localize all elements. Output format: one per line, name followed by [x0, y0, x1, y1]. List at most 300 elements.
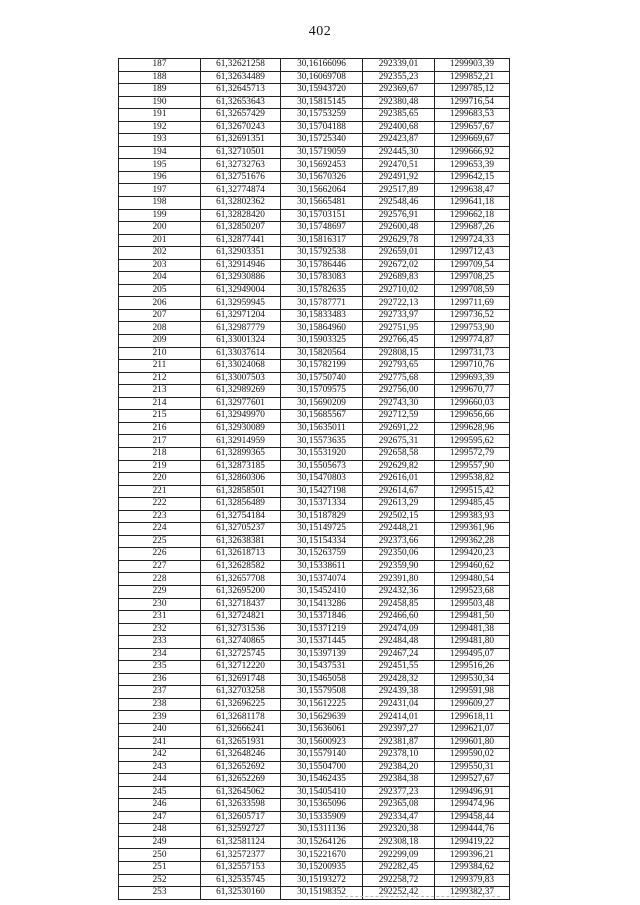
longitude-cell: 30,15725340: [281, 134, 363, 147]
longitude-cell: 30,15709575: [281, 385, 363, 398]
latitude-cell: 61,32696225: [201, 698, 281, 711]
point-number-cell: 211: [119, 360, 201, 373]
longitude-cell: 30,15833483: [281, 309, 363, 322]
x-coordinate-cell: 292458,85: [363, 598, 435, 611]
longitude-cell: 30,15635011: [281, 422, 363, 435]
y-coordinate-cell: 1299670,77: [435, 385, 510, 398]
point-number-cell: 230: [119, 598, 201, 611]
latitude-cell: 61,32710501: [201, 146, 281, 159]
point-number-cell: 194: [119, 146, 201, 159]
x-coordinate-cell: 292397,27: [363, 723, 435, 736]
latitude-cell: 61,32740865: [201, 636, 281, 649]
latitude-cell: 61,32652269: [201, 774, 281, 787]
y-coordinate-cell: 1299711,69: [435, 297, 510, 310]
table-row: [119, 711, 510, 724]
point-number-cell: 222: [119, 498, 201, 511]
latitude-cell: 61,32873185: [201, 460, 281, 473]
point-number-cell: 216: [119, 422, 201, 435]
table-row: [119, 598, 510, 611]
y-coordinate-cell: 1299458,44: [435, 811, 510, 824]
x-coordinate-cell: 292751,95: [363, 322, 435, 335]
x-coordinate-cell: 292491,92: [363, 171, 435, 184]
point-number-cell: 236: [119, 673, 201, 686]
x-coordinate-cell: 292766,45: [363, 335, 435, 348]
longitude-cell: 30,15413286: [281, 598, 363, 611]
latitude-cell: 61,32666241: [201, 723, 281, 736]
longitude-cell: 30,15692453: [281, 159, 363, 172]
latitude-cell: 61,32802362: [201, 197, 281, 210]
x-coordinate-cell: 292451,55: [363, 661, 435, 674]
y-coordinate-cell: 1299557,90: [435, 460, 510, 473]
point-number-cell: 193: [119, 134, 201, 147]
point-number-cell: 206: [119, 297, 201, 310]
point-number-cell: 240: [119, 723, 201, 736]
table-row: [119, 786, 510, 799]
longitude-cell: 30,15200935: [281, 862, 363, 875]
x-coordinate-cell: 292299,09: [363, 849, 435, 862]
y-coordinate-cell: 1299642,15: [435, 171, 510, 184]
longitude-cell: 30,15465058: [281, 673, 363, 686]
longitude-cell: 30,15311136: [281, 824, 363, 837]
longitude-cell: 30,15943720: [281, 84, 363, 97]
x-coordinate-cell: 292710,02: [363, 284, 435, 297]
table-row: [119, 636, 510, 649]
table-row: [119, 397, 510, 410]
longitude-cell: 30,15573635: [281, 435, 363, 448]
y-coordinate-cell: 1299693,39: [435, 372, 510, 385]
x-coordinate-cell: 292576,91: [363, 209, 435, 222]
table-row: [119, 335, 510, 348]
longitude-cell: 30,15612225: [281, 698, 363, 711]
table-row: [119, 209, 510, 222]
table-row: [119, 284, 510, 297]
latitude-cell: 61,32638381: [201, 535, 281, 548]
table-row: [119, 836, 510, 849]
latitude-cell: 61,33001324: [201, 335, 281, 348]
y-coordinate-cell: 1299382,37: [435, 887, 510, 900]
latitude-cell: 61,32572377: [201, 849, 281, 862]
point-number-cell: 196: [119, 171, 201, 184]
latitude-cell: 61,32949970: [201, 410, 281, 423]
x-coordinate-cell: 292470,51: [363, 159, 435, 172]
y-coordinate-cell: 1299444,76: [435, 824, 510, 837]
point-number-cell: 202: [119, 247, 201, 260]
y-coordinate-cell: 1299621,07: [435, 723, 510, 736]
x-coordinate-cell: 292282,45: [363, 862, 435, 875]
y-coordinate-cell: 1299523,68: [435, 585, 510, 598]
x-coordinate-cell: 292613,29: [363, 498, 435, 511]
point-number-cell: 203: [119, 259, 201, 272]
longitude-cell: 30,15579508: [281, 686, 363, 699]
x-coordinate-cell: 292474,09: [363, 623, 435, 636]
x-coordinate-cell: 292350,06: [363, 548, 435, 561]
x-coordinate-cell: 292616,01: [363, 473, 435, 486]
table-row: [119, 422, 510, 435]
point-number-cell: 199: [119, 209, 201, 222]
latitude-cell: 61,32718437: [201, 598, 281, 611]
point-number-cell: 210: [119, 347, 201, 360]
point-number-cell: 238: [119, 698, 201, 711]
longitude-cell: 30,15187829: [281, 510, 363, 523]
point-number-cell: 220: [119, 473, 201, 486]
point-number-cell: 243: [119, 761, 201, 774]
x-coordinate-cell: 292439,38: [363, 686, 435, 699]
y-coordinate-cell: 1299852,21: [435, 71, 510, 84]
table-row: [119, 460, 510, 473]
latitude-cell: 61,32681178: [201, 711, 281, 724]
table-row: [119, 121, 510, 134]
x-coordinate-cell: 292384,38: [363, 774, 435, 787]
table-row: [119, 523, 510, 536]
latitude-cell: 61,32557153: [201, 862, 281, 875]
table-row: [119, 347, 510, 360]
latitude-cell: 61,32633598: [201, 799, 281, 812]
y-coordinate-cell: 1299708,59: [435, 284, 510, 297]
table-row: [119, 686, 510, 699]
longitude-cell: 30,15704188: [281, 121, 363, 134]
point-number-cell: 190: [119, 96, 201, 109]
latitude-cell: 61,32648246: [201, 749, 281, 762]
x-coordinate-cell: 292308,18: [363, 836, 435, 849]
longitude-cell: 30,15820564: [281, 347, 363, 360]
y-coordinate-cell: 1299503,48: [435, 598, 510, 611]
table-row: [119, 372, 510, 385]
point-number-cell: 189: [119, 84, 201, 97]
x-coordinate-cell: 292381,87: [363, 736, 435, 749]
longitude-cell: 30,15665481: [281, 197, 363, 210]
point-number-cell: 246: [119, 799, 201, 812]
y-coordinate-cell: 1299683,53: [435, 109, 510, 122]
x-coordinate-cell: 292339,01: [363, 59, 435, 72]
x-coordinate-cell: 292385,65: [363, 109, 435, 122]
latitude-cell: 61,32949004: [201, 284, 281, 297]
point-number-cell: 204: [119, 272, 201, 285]
table-row: [119, 184, 510, 197]
point-number-cell: 200: [119, 222, 201, 235]
longitude-cell: 30,15264126: [281, 836, 363, 849]
longitude-cell: 30,15783083: [281, 272, 363, 285]
y-coordinate-cell: 1299638,47: [435, 184, 510, 197]
y-coordinate-cell: 1299662,18: [435, 209, 510, 222]
x-coordinate-cell: 292252,42: [363, 887, 435, 900]
latitude-cell: 61,32899365: [201, 447, 281, 460]
table-row: [119, 849, 510, 862]
y-coordinate-cell: 1299656,66: [435, 410, 510, 423]
y-coordinate-cell: 1299538,82: [435, 473, 510, 486]
y-coordinate-cell: 1299572,79: [435, 447, 510, 460]
y-coordinate-cell: 1299709,54: [435, 259, 510, 272]
y-coordinate-cell: 1299474,96: [435, 799, 510, 812]
point-number-cell: 252: [119, 874, 201, 887]
longitude-cell: 30,15427198: [281, 485, 363, 498]
point-number-cell: 227: [119, 560, 201, 573]
table-row: [119, 84, 510, 97]
longitude-cell: 30,15374074: [281, 573, 363, 586]
table-row: [119, 560, 510, 573]
table-row: [119, 259, 510, 272]
table-row: [119, 109, 510, 122]
point-number-cell: 188: [119, 71, 201, 84]
y-coordinate-cell: 1299379,83: [435, 874, 510, 887]
table-row: [119, 234, 510, 247]
x-coordinate-cell: 292484,48: [363, 636, 435, 649]
y-coordinate-cell: 1299687,26: [435, 222, 510, 235]
table-row: [119, 171, 510, 184]
longitude-cell: 30,15405410: [281, 786, 363, 799]
point-number-cell: 234: [119, 648, 201, 661]
longitude-cell: 30,15815145: [281, 96, 363, 109]
point-number-cell: 192: [119, 121, 201, 134]
table-row: [119, 799, 510, 812]
latitude-cell: 61,32628582: [201, 560, 281, 573]
longitude-cell: 30,15662064: [281, 184, 363, 197]
longitude-cell: 30,15629639: [281, 711, 363, 724]
latitude-cell: 61,32731536: [201, 623, 281, 636]
table-row: [119, 623, 510, 636]
longitude-cell: 30,15371219: [281, 623, 363, 636]
x-coordinate-cell: 292258,72: [363, 874, 435, 887]
x-coordinate-cell: 292334,47: [363, 811, 435, 824]
table-row: [119, 535, 510, 548]
table-row: [119, 661, 510, 674]
point-number-cell: 208: [119, 322, 201, 335]
table-row: [119, 698, 510, 711]
y-coordinate-cell: 1299590,02: [435, 749, 510, 762]
y-coordinate-cell: 1299361,96: [435, 523, 510, 536]
point-number-cell: 247: [119, 811, 201, 824]
latitude-cell: 61,32705237: [201, 523, 281, 536]
x-coordinate-cell: 292428,32: [363, 673, 435, 686]
x-coordinate-cell: 292733,97: [363, 309, 435, 322]
y-coordinate-cell: 1299516,26: [435, 661, 510, 674]
longitude-cell: 30,16069708: [281, 71, 363, 84]
longitude-cell: 30,15703151: [281, 209, 363, 222]
longitude-cell: 30,15903325: [281, 335, 363, 348]
longitude-cell: 30,15579140: [281, 749, 363, 762]
x-coordinate-cell: 292378,10: [363, 749, 435, 762]
longitude-cell: 30,15792538: [281, 247, 363, 260]
point-number-cell: 228: [119, 573, 201, 586]
longitude-cell: 30,15782199: [281, 360, 363, 373]
point-number-cell: 248: [119, 824, 201, 837]
latitude-cell: 61,32645062: [201, 786, 281, 799]
x-coordinate-cell: 292359,90: [363, 560, 435, 573]
x-coordinate-cell: 292672,02: [363, 259, 435, 272]
y-coordinate-cell: 1299460,62: [435, 560, 510, 573]
latitude-cell: 61,32732763: [201, 159, 281, 172]
x-coordinate-cell: 292414,01: [363, 711, 435, 724]
table-row: [119, 385, 510, 398]
table-row: [119, 723, 510, 736]
latitude-cell: 61,32581124: [201, 836, 281, 849]
longitude-cell: 30,15397139: [281, 648, 363, 661]
latitude-cell: 61,32691748: [201, 673, 281, 686]
page-number: 402: [308, 24, 332, 39]
longitude-cell: 30,15864960: [281, 322, 363, 335]
table-row: [119, 887, 510, 900]
latitude-cell: 61,32903351: [201, 247, 281, 260]
x-coordinate-cell: 292355,23: [363, 71, 435, 84]
table-row: [119, 447, 510, 460]
latitude-cell: 61,32914959: [201, 435, 281, 448]
table-row: [119, 247, 510, 260]
x-coordinate-cell: 292448,21: [363, 523, 435, 536]
y-coordinate-cell: 1299609,27: [435, 698, 510, 711]
table-row: [119, 510, 510, 523]
x-coordinate-cell: 292320,38: [363, 824, 435, 837]
latitude-cell: 61,32774874: [201, 184, 281, 197]
longitude-cell: 30,15504700: [281, 761, 363, 774]
y-coordinate-cell: 1299785,12: [435, 84, 510, 97]
point-number-cell: 187: [119, 59, 201, 72]
longitude-cell: 30,15531920: [281, 447, 363, 460]
table-row: [119, 473, 510, 486]
table-row: [119, 673, 510, 686]
y-coordinate-cell: 1299396,21: [435, 849, 510, 862]
longitude-cell: 30,15748697: [281, 222, 363, 235]
point-number-cell: 231: [119, 611, 201, 624]
point-number-cell: 250: [119, 849, 201, 862]
longitude-cell: 30,15338611: [281, 560, 363, 573]
longitude-cell: 30,15437531: [281, 661, 363, 674]
y-coordinate-cell: 1299481,50: [435, 611, 510, 624]
y-coordinate-cell: 1299481,80: [435, 636, 510, 649]
longitude-cell: 30,15452410: [281, 585, 363, 598]
y-coordinate-cell: 1299495,07: [435, 648, 510, 661]
table-row: [119, 272, 510, 285]
point-number-cell: 232: [119, 623, 201, 636]
x-coordinate-cell: 292380,48: [363, 96, 435, 109]
latitude-cell: 61,32703258: [201, 686, 281, 699]
x-coordinate-cell: 292712,59: [363, 410, 435, 423]
point-number-cell: 221: [119, 485, 201, 498]
latitude-cell: 61,32959945: [201, 297, 281, 310]
y-coordinate-cell: 1299753,90: [435, 322, 510, 335]
x-coordinate-cell: 292722,13: [363, 297, 435, 310]
table-row: [119, 297, 510, 310]
point-number-cell: 251: [119, 862, 201, 875]
latitude-cell: 61,32645713: [201, 84, 281, 97]
x-coordinate-cell: 292743,30: [363, 397, 435, 410]
y-coordinate-cell: 1299774,87: [435, 335, 510, 348]
longitude-cell: 30,15154334: [281, 535, 363, 548]
point-number-cell: 212: [119, 372, 201, 385]
longitude-cell: 30,15719059: [281, 146, 363, 159]
table-row: [119, 761, 510, 774]
point-number-cell: 218: [119, 447, 201, 460]
x-coordinate-cell: 292808,15: [363, 347, 435, 360]
table-row: [119, 548, 510, 561]
point-number-cell: 235: [119, 661, 201, 674]
longitude-cell: 30,15505673: [281, 460, 363, 473]
y-coordinate-cell: 1299669,67: [435, 134, 510, 147]
longitude-cell: 30,15670326: [281, 171, 363, 184]
latitude-cell: 61,32695200: [201, 585, 281, 598]
latitude-cell: 61,32754184: [201, 510, 281, 523]
latitude-cell: 61,32977601: [201, 397, 281, 410]
y-coordinate-cell: 1299595,62: [435, 435, 510, 448]
table-row: [119, 309, 510, 322]
x-coordinate-cell: 292675,31: [363, 435, 435, 448]
table-row: [119, 197, 510, 210]
longitude-cell: 30,15149725: [281, 523, 363, 536]
point-number-cell: 233: [119, 636, 201, 649]
x-coordinate-cell: 292658,58: [363, 447, 435, 460]
y-coordinate-cell: 1299362,28: [435, 535, 510, 548]
latitude-cell: 61,32657429: [201, 109, 281, 122]
latitude-cell: 61,32657708: [201, 573, 281, 586]
table-row: [119, 134, 510, 147]
x-coordinate-cell: 292369,67: [363, 84, 435, 97]
point-number-cell: 229: [119, 585, 201, 598]
point-number-cell: 242: [119, 749, 201, 762]
table-row: [119, 410, 510, 423]
y-coordinate-cell: 1299731,73: [435, 347, 510, 360]
y-coordinate-cell: 1299527,67: [435, 774, 510, 787]
x-coordinate-cell: 292548,46: [363, 197, 435, 210]
y-coordinate-cell: 1299419,22: [435, 836, 510, 849]
y-coordinate-cell: 1299710,76: [435, 360, 510, 373]
x-coordinate-cell: 292466,60: [363, 611, 435, 624]
x-coordinate-cell: 292689,83: [363, 272, 435, 285]
point-number-cell: 245: [119, 786, 201, 799]
latitude-cell: 61,32651931: [201, 736, 281, 749]
longitude-cell: 30,15198352: [281, 887, 363, 900]
point-number-cell: 207: [119, 309, 201, 322]
point-number-cell: 237: [119, 686, 201, 699]
y-coordinate-cell: 1299712,43: [435, 247, 510, 260]
longitude-cell: 30,15193272: [281, 874, 363, 887]
y-coordinate-cell: 1299420,23: [435, 548, 510, 561]
point-number-cell: 209: [119, 335, 201, 348]
y-coordinate-cell: 1299657,67: [435, 121, 510, 134]
point-number-cell: 198: [119, 197, 201, 210]
table-row: [119, 485, 510, 498]
y-coordinate-cell: 1299724,33: [435, 234, 510, 247]
x-coordinate-cell: 292600,48: [363, 222, 435, 235]
latitude-cell: 61,32860306: [201, 473, 281, 486]
longitude-cell: 30,15371334: [281, 498, 363, 511]
x-coordinate-cell: 292431,04: [363, 698, 435, 711]
x-coordinate-cell: 292432,36: [363, 585, 435, 598]
y-coordinate-cell: 1299736,52: [435, 309, 510, 322]
x-coordinate-cell: 292691,22: [363, 422, 435, 435]
longitude-cell: 30,16166096: [281, 59, 363, 72]
latitude-cell: 61,32856489: [201, 498, 281, 511]
point-number-cell: 213: [119, 385, 201, 398]
table-row: [119, 360, 510, 373]
longitude-cell: 30,15365096: [281, 799, 363, 812]
latitude-cell: 61,33024068: [201, 360, 281, 373]
y-coordinate-cell: 1299903,39: [435, 59, 510, 72]
y-coordinate-cell: 1299708,25: [435, 272, 510, 285]
point-number-cell: 219: [119, 460, 201, 473]
x-coordinate-cell: 292793,65: [363, 360, 435, 373]
longitude-cell: 30,15690209: [281, 397, 363, 410]
x-coordinate-cell: 292467,24: [363, 648, 435, 661]
point-number-cell: 217: [119, 435, 201, 448]
latitude-cell: 61,32618713: [201, 548, 281, 561]
longitude-cell: 30,15636061: [281, 723, 363, 736]
point-number-cell: 253: [119, 887, 201, 900]
y-coordinate-cell: 1299641,18: [435, 197, 510, 210]
latitude-cell: 61,32670243: [201, 121, 281, 134]
table-row: [119, 824, 510, 837]
table-row: [119, 159, 510, 172]
latitude-cell: 61,32850207: [201, 222, 281, 235]
latitude-cell: 61,32634489: [201, 71, 281, 84]
point-number-cell: 191: [119, 109, 201, 122]
